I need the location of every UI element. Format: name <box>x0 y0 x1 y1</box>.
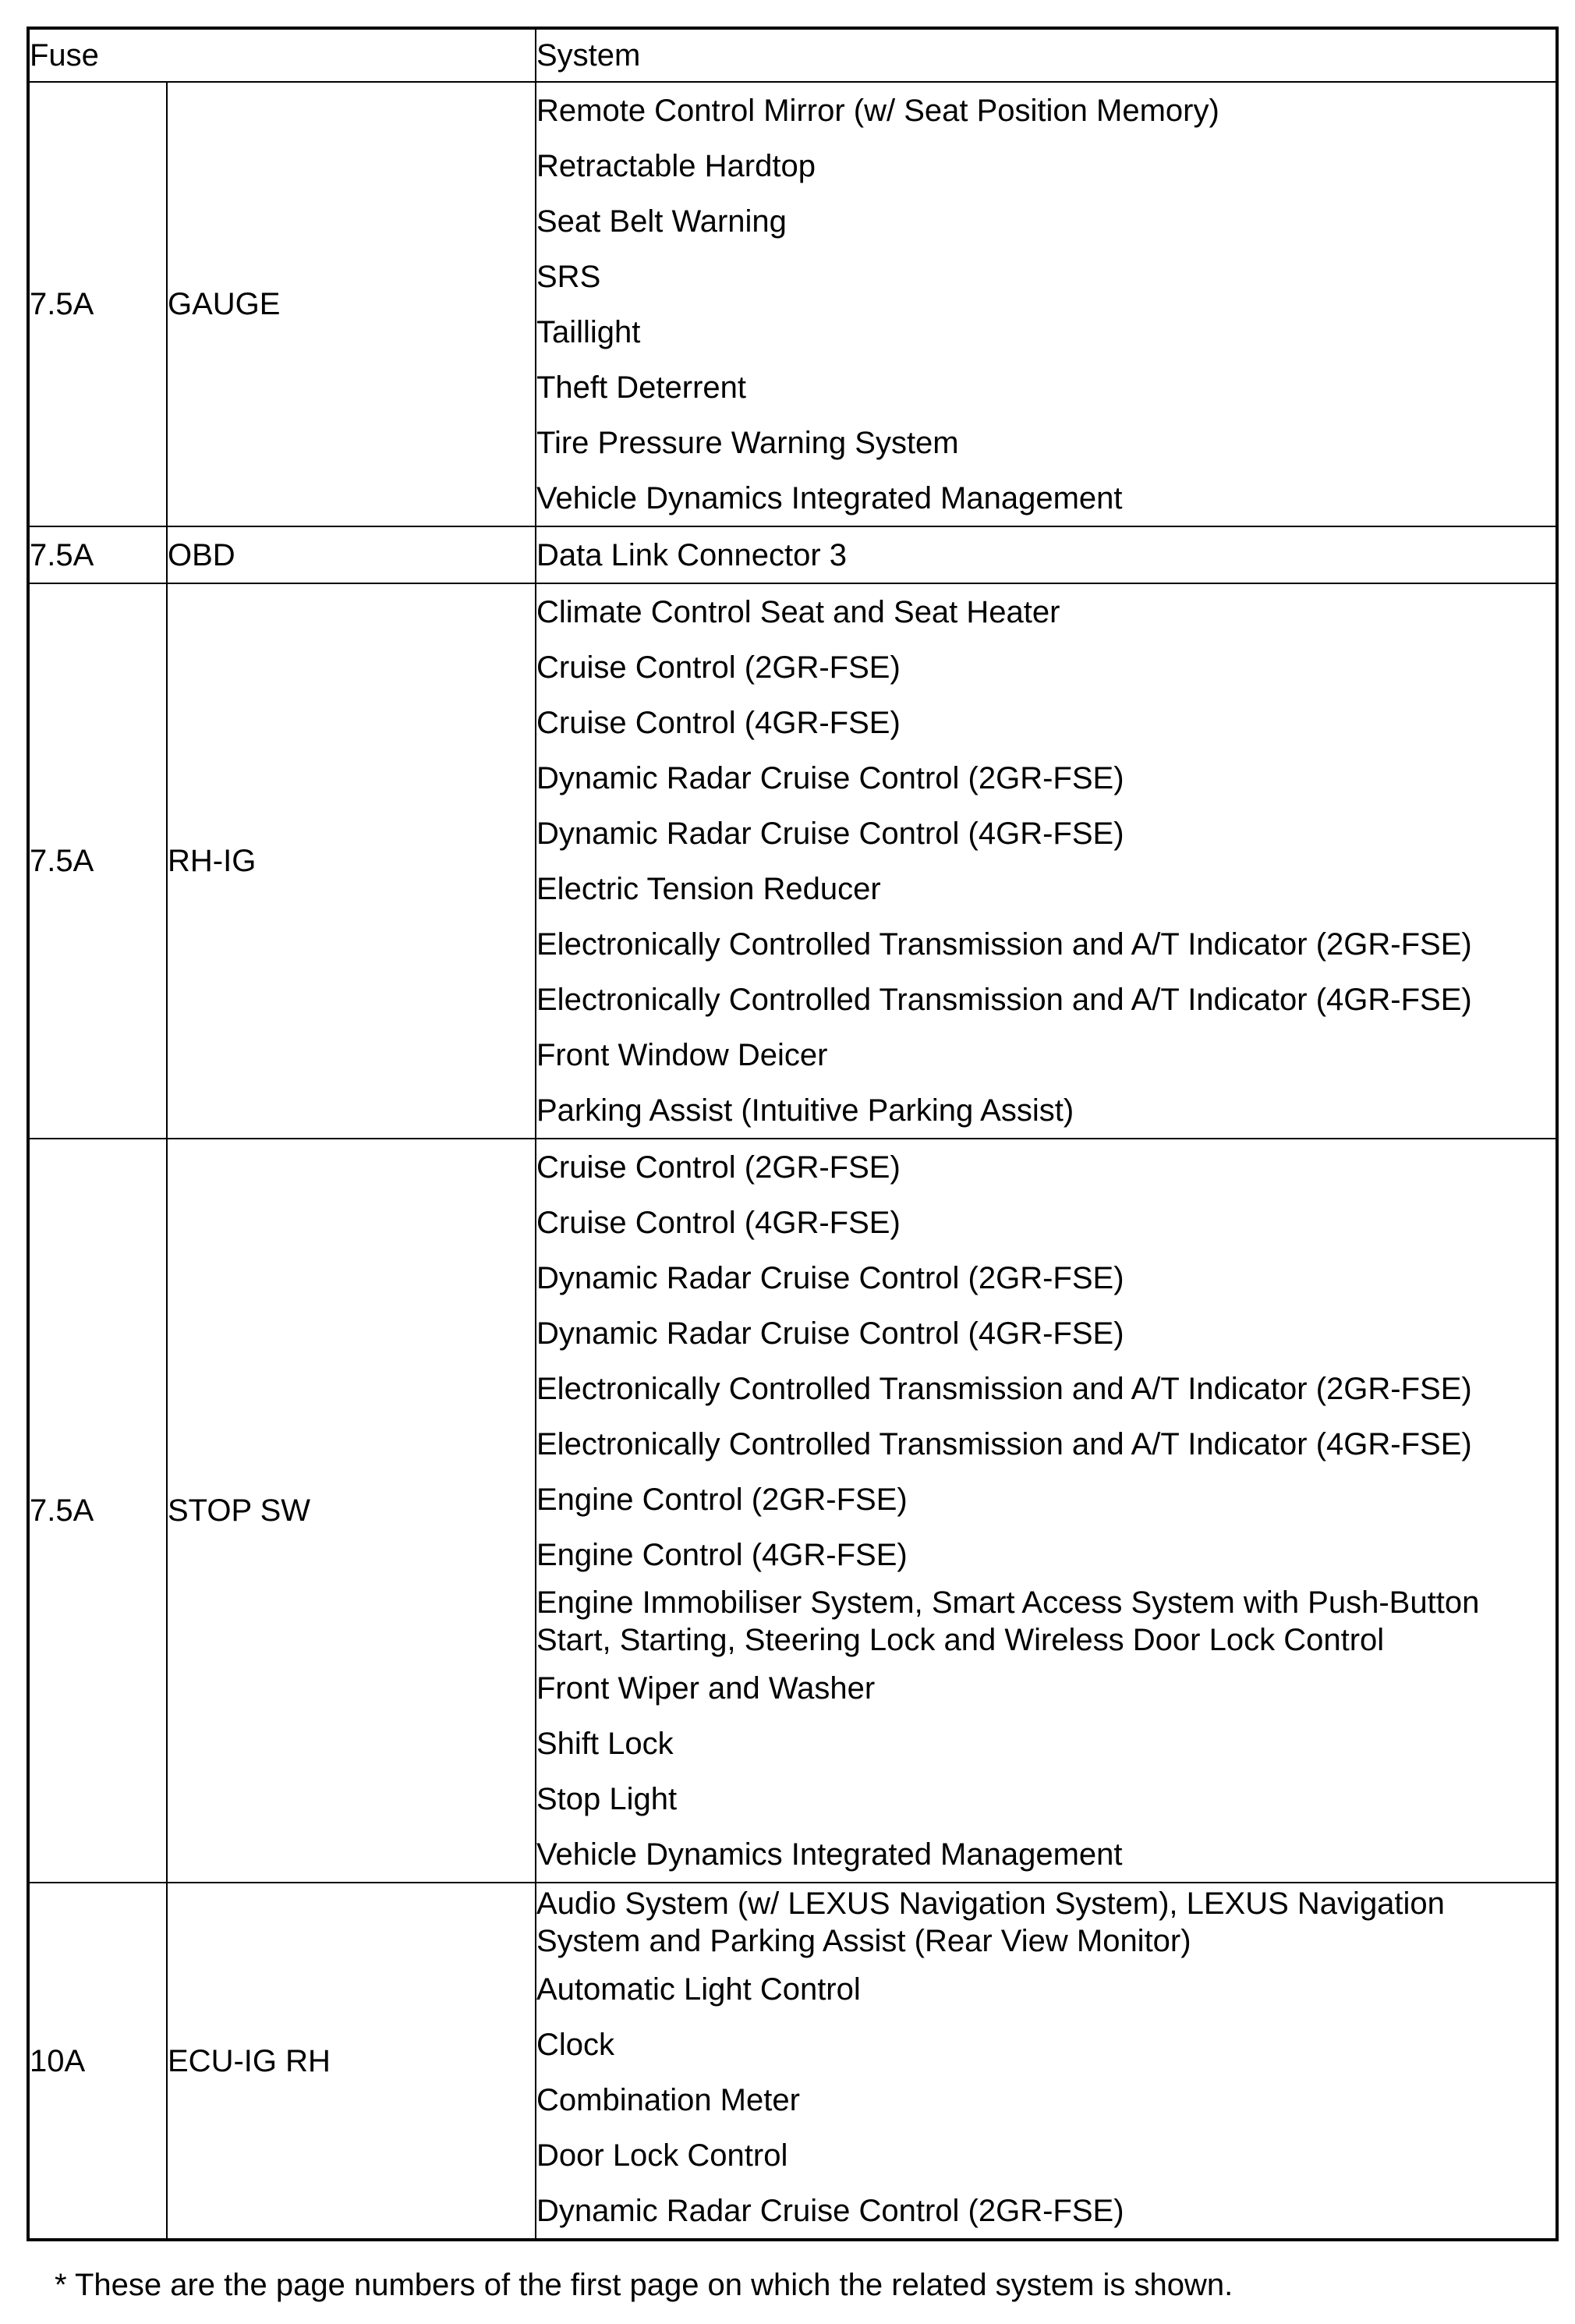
table-header-row <box>28 28 1557 82</box>
system-item: Vehicle Dynamics Integrated Management <box>536 1837 1123 1872</box>
fuse-name: STOP SW <box>167 1139 536 1883</box>
system-item: Electronically Controlled Transmission and A/T Indicator (4GR-FSE) <box>536 1426 1472 1461</box>
system-item: Combination Meter <box>536 2082 800 2117</box>
system-list <box>536 1139 1557 1883</box>
system-item: Retractable Hardtop <box>536 148 816 183</box>
system-item: Taillight <box>536 314 641 349</box>
fuse-amperage: 7.5A <box>28 583 167 1139</box>
fuse-name: ECU-IG RH <box>167 1883 536 2240</box>
table-row <box>28 82 1557 526</box>
system-item: Electronically Controlled Transmission and A/T Indicator (2GR-FSE) <box>536 926 1472 962</box>
header-system: System <box>536 28 1557 82</box>
system-item: Dynamic Radar Cruise Control (2GR-FSE) <box>536 760 1124 795</box>
system-item: Theft Deterrent <box>536 370 747 405</box>
system-item: Stop Light <box>536 1781 678 1816</box>
footnote: * These are the page numbers of the first page on which the related system is shown. <box>55 2268 1233 2302</box>
system-item: Dynamic Radar Cruise Control (4GR-FSE) <box>536 1316 1124 1351</box>
table-body <box>28 82 1557 2240</box>
system-item: Seat Belt Warning <box>536 204 787 239</box>
system-item: Dynamic Radar Cruise Control (4GR-FSE) <box>536 816 1124 851</box>
system-item: SRS <box>536 259 601 294</box>
table-row <box>28 526 1557 583</box>
system-item: Electronically Controlled Transmission and A/T Indicator (4GR-FSE) <box>536 982 1472 1017</box>
system-item: Automatic Light Control <box>536 1972 861 2007</box>
system-item: Engine Control (4GR-FSE) <box>536 1537 908 1572</box>
fuse-document <box>27 27 1559 2241</box>
system-item: Shift Lock <box>536 1726 674 1761</box>
fuse-name: RH-IG <box>167 583 536 1139</box>
system-item: Dynamic Radar Cruise Control (2GR-FSE) <box>536 2193 1124 2228</box>
system-item: Audio System (w/ LEXUS Navigation System), LEXUS Navigation System and Parking Assist (Rear View Monitor) <box>536 1886 1445 1958</box>
system-item: Engine Immobiliser System, Smart Access System with Push-Button Start, Starting, Steering Lock and Wireless Door Lock Control <box>536 1585 1480 1657</box>
table-row <box>28 1883 1557 2240</box>
fuse-table <box>27 27 1559 2241</box>
system-item: Parking Assist (Intuitive Parking Assist) <box>536 1093 1074 1128</box>
fuse-name: OBD <box>167 526 536 583</box>
system-item: Vehicle Dynamics Integrated Management <box>536 480 1123 515</box>
system-list <box>536 82 1557 526</box>
system-item: Cruise Control (4GR-FSE) <box>536 705 901 740</box>
system-item: Data Link Connector 3 <box>536 537 848 572</box>
fuse-amperage: 7.5A <box>28 526 167 583</box>
system-item: Tire Pressure Warning System <box>536 425 959 460</box>
header-fuse: Fuse <box>28 28 536 82</box>
system-item: Dynamic Radar Cruise Control (2GR-FSE) <box>536 1260 1124 1295</box>
fuse-amperage: 7.5A <box>28 82 167 526</box>
system-list <box>536 526 1557 583</box>
system-list <box>536 583 1557 1139</box>
system-item: Front Window Deicer <box>536 1037 828 1072</box>
system-item: Cruise Control (2GR-FSE) <box>536 650 901 685</box>
system-item: Electric Tension Reducer <box>536 871 881 906</box>
system-list <box>536 1883 1557 2240</box>
system-item: Engine Control (2GR-FSE) <box>536 1482 908 1517</box>
fuse-amperage: 10A <box>28 1883 167 2240</box>
system-item: Cruise Control (2GR-FSE) <box>536 1150 901 1185</box>
system-item: Climate Control Seat and Seat Heater <box>536 594 1060 629</box>
table-row <box>28 583 1557 1139</box>
system-item: Cruise Control (4GR-FSE) <box>536 1205 901 1240</box>
system-item: Clock <box>536 2027 615 2062</box>
system-item: Door Lock Control <box>536 2138 788 2173</box>
system-item: Remote Control Mirror (w/ Seat Position Memory) <box>536 93 1219 128</box>
system-item: Front Wiper and Washer <box>536 1670 876 1706</box>
fuse-amperage: 7.5A <box>28 1139 167 1883</box>
fuse-name: GAUGE <box>167 82 536 526</box>
table-row <box>28 1139 1557 1883</box>
system-item: Electronically Controlled Transmission and A/T Indicator (2GR-FSE) <box>536 1371 1472 1406</box>
